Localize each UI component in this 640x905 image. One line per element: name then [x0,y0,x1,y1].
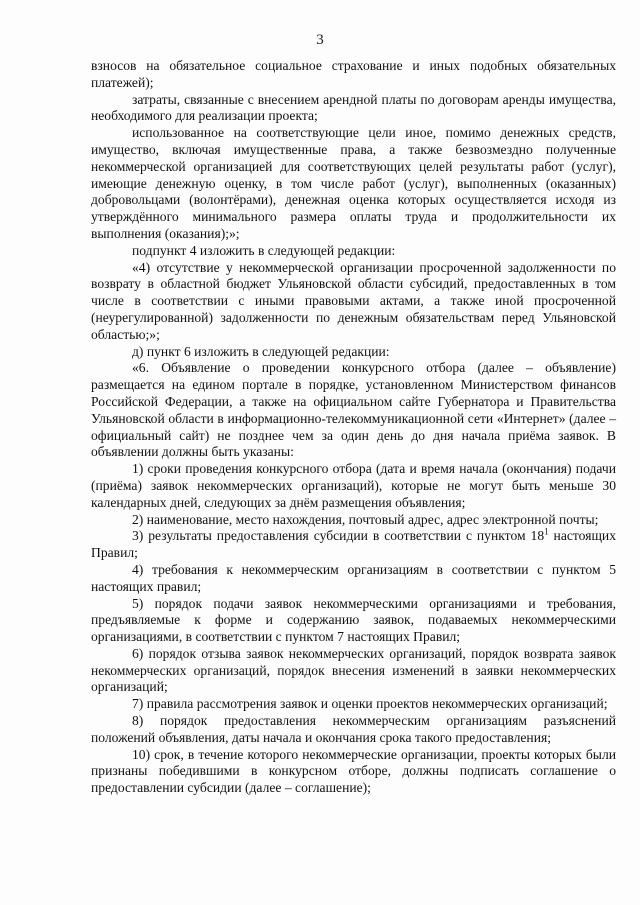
paragraph-tail: настоящих Правил; [91,528,616,561]
paragraph: 2) наименование, место нахождения, почтовый адрес, адрес электронной почты; [132,511,599,527]
paragraph: 4) требования к некоммерческим организациям в соответствии с пунктом 5 настоящих правил; [91,561,616,594]
paragraph-with-superscript [91,528,616,562]
document-body [91,58,616,797]
paragraph: 6) порядок отзыва заявок некоммерческих организаций, порядок возврата заявок некоммерческих организаций, порядок внесения изменений в заявки некоммерческих организаций; [91,645,616,695]
superscript: 1 [544,526,549,537]
page-number: 3 [316,32,324,48]
paragraph: использованное на соответствующие цели иное, помимо денежных средств, имущество, включая имущественные права, а также безвозмездно полученные некоммерческой организацией для соответствующих целей результаты работ (услуг), имеющие денежную оценку, в том числе работ (услуг), выполненных (оказанных) добровольцами (волонтёрами), денежная оценка которых осуществляется исходя из утверждённого минимального размера оплаты труда и продолжительности их выполнения (оказания);»; [91,125,616,241]
paragraph: 7) правила рассмотрения заявок и оценки проектов некоммерческих организаций; [132,696,608,712]
paragraph: 5) порядок подачи заявок некоммерческими организациями и требования, предъявляемые к форме и содержанию заявок, подаваемых некоммерческими организациями, в соответствии с пунктом 7 настоящих Правил; [91,595,616,645]
paragraph: 1) сроки проведения конкурсного отбора (дата и время начала (окончания) подачи (приёма) заявок некоммерческих организаций), которые не могут быть меньше 30 календарных дней, следующих за днём размещения объявления; [91,461,616,510]
paragraph: подпункт 4 изложить в следующей редакции: [132,242,396,258]
paragraph: «4) отсутствие у некоммерческой организации просроченной задолженности по возврату в областной бюджет Ульяновской области субсидий, предоставленных в том числе в соответствии с иными правовыми актами, а также иной просроченной (неурегулированной) задолженности по денежным обязательствам перед Ульяновской областью;»; [91,259,616,342]
paragraph: затраты, связанные с внесением арендной платы по договорам аренды имущества, необходимого для реализации проекта; [91,91,616,124]
paragraph: 10) срок, в течение которого некоммерческие организации, проекты которых были признаны победившими в конкурсном отборе, должны подписать соглашение о предоставлении субсидии (далее – соглашение); [91,746,616,796]
paragraph: 8) порядок предоставления некоммерческим организациям разъяснений положений объявления, даты начала и окончания срока такого предоставления; [91,713,616,745]
paragraph-text: 3) результаты предоставления субсидии в соответствии с пунктом 18 [132,528,545,544]
paragraph: «6. Объявление о проведении конкурсного отбора (далее – объявление) размещается на едином портале в порядке, установленном Министерством финансов Российской Федерации, а также на официальном сайте Губернатора и Правительства Ульяновской области в информационно-телекоммуникационной сети «Интернет» (далее – официальный сайт) не позднее чем за один день до дня начала приёма заявок. В объявлении должны быть указаны: [91,360,616,460]
paragraph: взносов на обязательное социальное страхование и иных подобных обязательных платежей); [91,58,616,90]
paragraph: д) пункт 6 изложить в следующей редакции: [132,343,390,359]
